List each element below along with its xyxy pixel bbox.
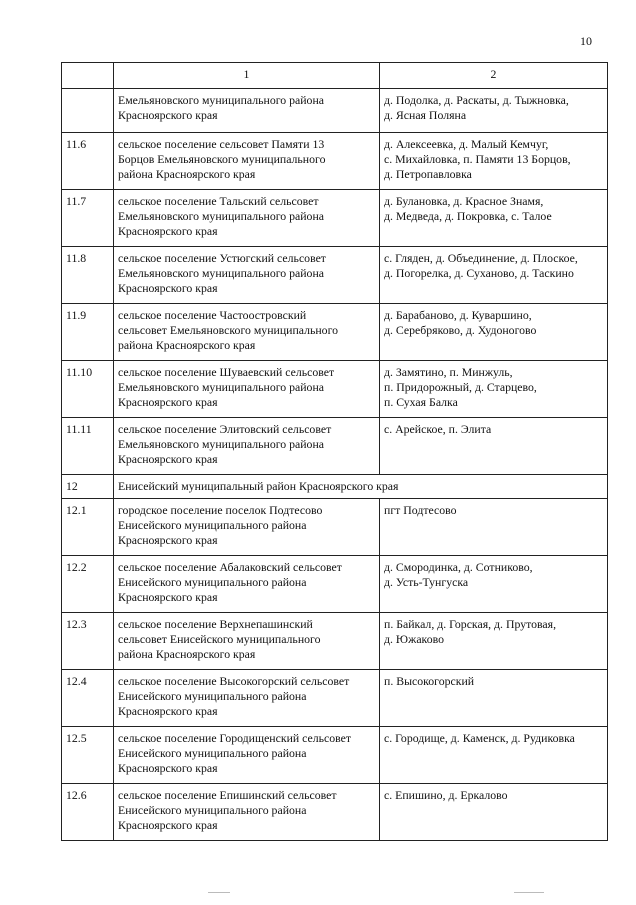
municipality-name-cell: сельское поселение Элитовский сельсовет Емельяновского муниципального района Красноярского края: [114, 418, 380, 475]
row-number-cell: [62, 89, 114, 133]
table-row: [62, 418, 608, 475]
row-number-cell: 12.6: [62, 784, 114, 841]
settlements-list-cell: д. Алексеевка, д. Малый Кемчуг, с. Михайловка, п. Памяти 13 Борцов, д. Петропавловка: [380, 133, 608, 190]
row-number-cell: 11.10: [62, 361, 114, 418]
scan-artifact-mark: [208, 892, 230, 893]
row-number-cell: 12: [62, 475, 114, 499]
scan-artifact-mark: [514, 892, 544, 893]
municipality-name-cell: сельское поселение Абалаковский сельсовет Енисейского муниципального района Красноярского края: [114, 556, 380, 613]
table-row: [62, 247, 608, 304]
municipality-name-cell: сельское поселение Епишинский сельсовет Енисейского муниципального района Красноярского края: [114, 784, 380, 841]
row-number-cell: 12.5: [62, 727, 114, 784]
header-cell-2: 2: [380, 63, 608, 89]
municipality-name-cell: сельское поселение сельсовет Памяти 13 Борцов Емельяновского муниципального района Красноярского края: [114, 133, 380, 190]
table-row: [62, 304, 608, 361]
settlements-list-cell: с. Епишино, д. Еркалово: [380, 784, 608, 841]
settlements-list-cell: с. Арейское, п. Элита: [380, 418, 608, 475]
settlements-list-cell: п. Байкал, д. Горская, д. Прутовая, д. Южаково: [380, 613, 608, 670]
table-row: [62, 361, 608, 418]
row-number-cell: 11.6: [62, 133, 114, 190]
page-number: 10: [580, 34, 592, 48]
settlements-list-cell: пгт Подтесово: [380, 499, 608, 556]
table-body: [62, 63, 608, 841]
table-row: [62, 670, 608, 727]
table-row: [62, 89, 608, 133]
row-number-cell: 11.9: [62, 304, 114, 361]
municipality-name-cell: сельское поселение Тальский сельсовет Емельяновского муниципального района Красноярского края: [114, 190, 380, 247]
header-cell-number: [62, 63, 114, 89]
row-number-cell: 11.11: [62, 418, 114, 475]
table-row: [62, 613, 608, 670]
municipality-name-cell: сельское поселение Шуваевский сельсовет Емельяновского муниципального района Красноярского края: [114, 361, 380, 418]
header-cell-1: 1: [114, 63, 380, 89]
row-number-cell: 12.4: [62, 670, 114, 727]
row-number-cell: 11.8: [62, 247, 114, 304]
settlements-list-cell: п. Высокогорский: [380, 670, 608, 727]
district-heading-cell: Енисейский муниципальный район Красноярского края: [114, 475, 608, 499]
municipality-name-cell: сельское поселение Высокогорский сельсовет Енисейского муниципального района Красноярского края: [114, 670, 380, 727]
table-row: [62, 190, 608, 247]
settlements-list-cell: д. Булановка, д. Красное Знамя, д. Медведа, д. Покровка, с. Талое: [380, 190, 608, 247]
settlements-list-cell: д. Смородинка, д. Сотниково, д. Усть-Тунгуска: [380, 556, 608, 613]
municipality-name-cell: сельское поселение Устюгский сельсовет Емельяновского муниципального района Красноярского края: [114, 247, 380, 304]
table-row: [62, 133, 608, 190]
row-number-cell: 12.3: [62, 613, 114, 670]
row-number-cell: 12.1: [62, 499, 114, 556]
settlements-list-cell: с. Гляден, д. Объединение, д. Плоское, д. Погорелка, д. Суханово, д. Таскино: [380, 247, 608, 304]
table-row: [62, 475, 608, 499]
table-row: [62, 727, 608, 784]
table-row: [62, 784, 608, 841]
settlements-list-cell: д. Подолка, д. Раскаты, д. Тыжновка, д. Ясная Поляна: [380, 89, 608, 133]
settlements-list-cell: д. Барабаново, д. Куваршино, д. Серебряково, д. Худоногово: [380, 304, 608, 361]
settlements-table: [61, 62, 608, 841]
row-number-cell: 12.2: [62, 556, 114, 613]
row-number-cell: 11.7: [62, 190, 114, 247]
municipality-name-cell: сельское поселение Частоостровский сельсовет Емельяновского муниципального района Красноярского края: [114, 304, 380, 361]
municipality-name-cell: сельское поселение Верхнепашинский сельсовет Енисейского муниципального района Красноярского края: [114, 613, 380, 670]
settlements-list-cell: с. Городище, д. Каменск, д. Рудиковка: [380, 727, 608, 784]
municipality-name-cell: городское поселение поселок Подтесово Енисейского муниципального района Красноярского края: [114, 499, 380, 556]
municipality-name-cell: сельское поселение Городищенский сельсовет Енисейского муниципального района Красноярского края: [114, 727, 380, 784]
table-row: [62, 556, 608, 613]
municipality-name-cell: Емельяновского муниципального района Красноярского края: [114, 89, 380, 133]
settlements-list-cell: д. Замятино, п. Минжуль, п. Придорожный, д. Старцево, п. Сухая Балка: [380, 361, 608, 418]
table-header-row: [62, 63, 608, 89]
table-row: [62, 499, 608, 556]
